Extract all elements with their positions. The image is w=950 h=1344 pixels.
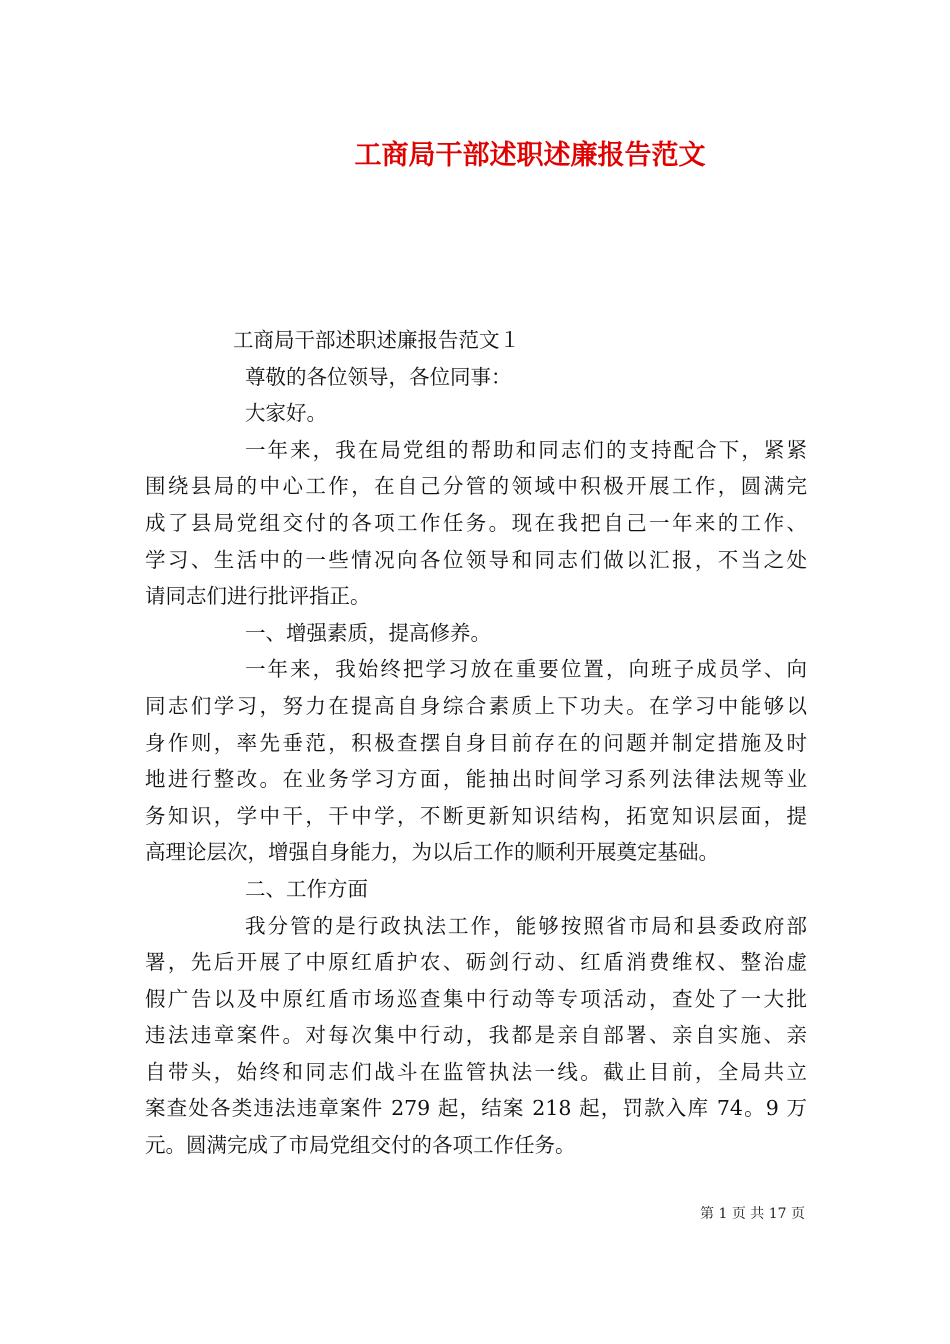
paragraph-line: 务知识，学中干，干中学，不断更新知识结构，拓宽知识层面，提 <box>145 803 807 828</box>
paragraph-line: 高理论层次，增强自身能力，为以后工作的顺利开展奠定基础。 <box>145 840 719 865</box>
paragraph-line: 元。圆满完成了市局党组交付的各项工作任务。 <box>145 1133 576 1158</box>
page-number: 第 1 页 共 17 页 <box>700 1206 805 1222</box>
paragraph-line: 自带头，始终和同志们战斗在监管执法一线。截止目前，全局共立 <box>145 1059 807 1084</box>
salutation: 尊敬的各位领导，各位同事： <box>245 364 512 389</box>
paragraph-line: 一年来，我始终把学习放在重要位置，向班子成员学、向 <box>245 657 807 682</box>
paragraph-line: 成了县局党组交付的各项工作任务。现在我把自己一年来的工作、 <box>145 510 807 535</box>
paragraph-line: 违法违章案件。对每次集中行动，我都是亲自部署、亲自实施、亲 <box>145 1023 807 1048</box>
paragraph-line: 围绕县局的中心工作，在自己分管的领域中积极开展工作，圆满完 <box>145 474 807 499</box>
paragraph-line: 假广告以及中原红盾市场巡查集中行动等专项活动，查处了一大批 <box>145 986 807 1011</box>
paragraph-line: 署，先后开展了中原红盾护农、砺剑行动、红盾消费维权、整治虚 <box>145 950 807 975</box>
paragraph-line: 我分管的是行政执法工作，能够按照省市局和县委政府部 <box>245 913 807 938</box>
greeting: 大家好。 <box>245 401 327 426</box>
section-heading: 一、增强素质，提高修养。 <box>245 620 491 645</box>
paragraph-line: 案查处各类违法违章案件 279 起，结案 218 起，罚款入库 74。9 万 <box>145 1096 807 1121</box>
document-body <box>145 322 807 1164</box>
paragraph-line: 学习、生活中的一些情况向各位领导和同志们做以汇报，不当之处 <box>145 547 807 572</box>
document-title: 工商局干部述职述廉报告范文 <box>354 140 706 171</box>
paragraph-line: 身作则，率先垂范，积极查摆自身目前存在的问题并制定措施及时 <box>145 730 807 755</box>
paragraph-line: 一年来，我在局党组的帮助和同志们的支持配合下，紧紧 <box>245 437 807 462</box>
paragraph-line: 同志们学习，努力在提高自身综合素质上下功夫。在学习中能够以 <box>145 693 807 718</box>
paragraph-line: 地进行整改。在业务学习方面，能抽出时间学习系列法律法规等业 <box>145 767 807 792</box>
document-subtitle: 工商局干部述职述廉报告范文１ <box>233 328 520 352</box>
section-heading: 二、工作方面 <box>245 876 368 901</box>
paragraph-line: 请同志们进行批评指正。 <box>145 584 371 609</box>
